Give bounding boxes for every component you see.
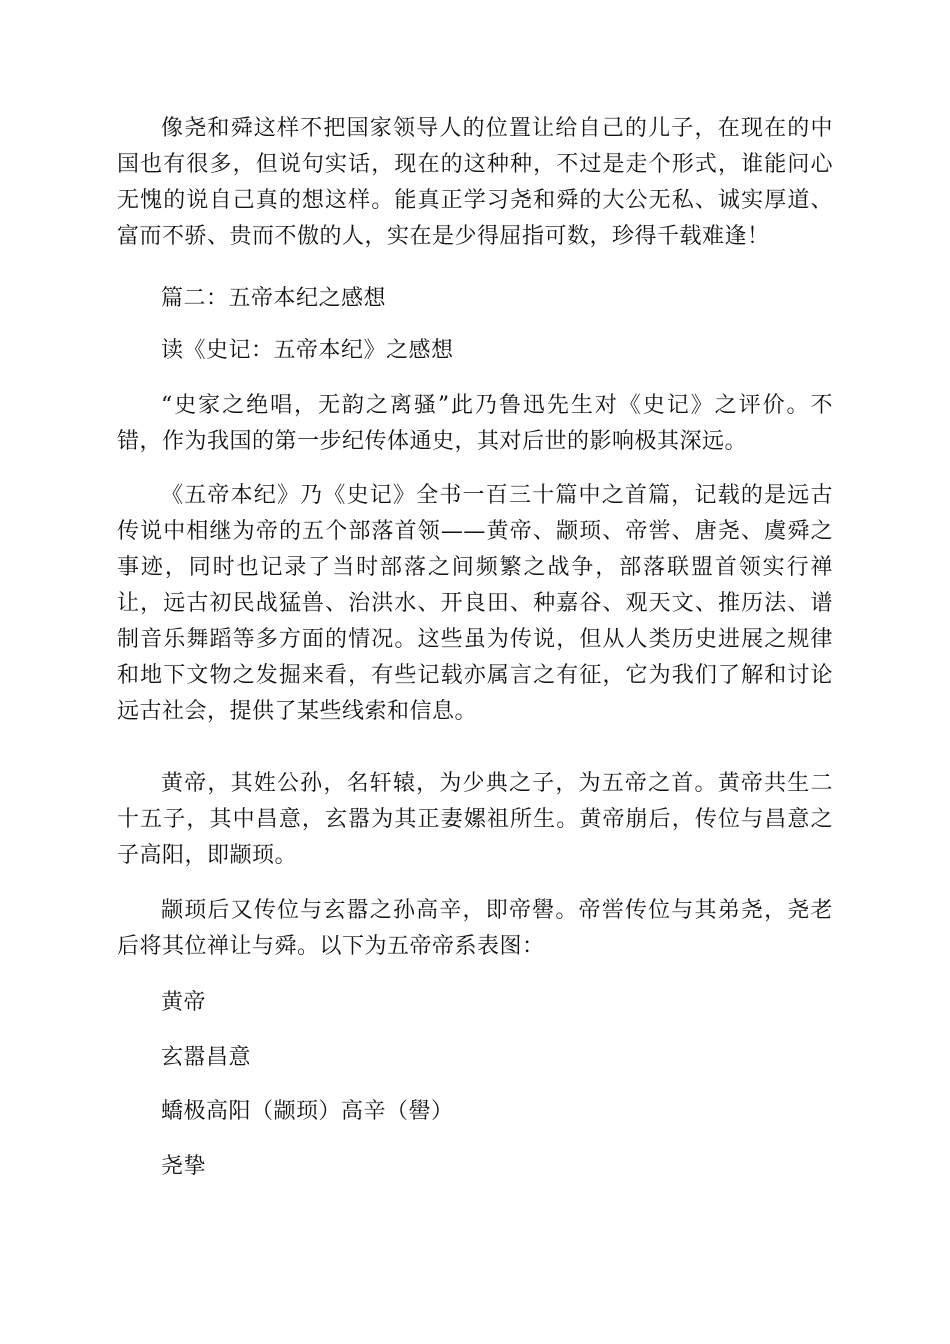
paragraph-huangdi: 黄帝，其姓公孙，名轩辕，为少典之子，为五帝之首。黄帝共生二十五子，其中昌意，玄嚣为其正妻嫘祖所生。黄帝崩后，传位与昌意之子高阳，即颛顼。 [117, 771, 833, 868]
essay-subtitle: 读《史记：五帝本纪》之感想 [161, 338, 454, 363]
paragraph-wudi-benji-intro: 《五帝本纪》乃《史记》全书一百三十篇中之首篇，记载的是远古传说中相继为帝的五个部落首领——黄帝、颛顼、帝喾、唐尧、虞舜之事迹，同时也记录了当时部落之间频繁之战争，部落联盟首领实行禅让，远古初民战猛兽、治洪水、开良田、种嘉谷、观天文、推历法、谱制音乐舞蹈等多方面的情况。这些虽为传说，但从人类历史进展之规律和地下文物之发掘来看，有些记载亦属言之有征，它为我们了解和讨论远古社会，提供了某些线索和信息。 [117, 483, 833, 724]
paragraph-yao-shun-reflection: 像尧和舜这样不把国家领导人的位置让给自己的儿子，在现在的中国也有很多，但说句实话，现在的这种种，不过是走个形式，谁能问心无愧的说自己真的想这样。能真正学习尧和舜的大公无私、诚实厚道、富而不骄、贵而不傲的人，实在是少得屈指可数，珍得千载难逢！ [117, 116, 833, 249]
section-heading: 篇二：五帝本纪之感想 [161, 286, 387, 311]
genealogy-row-3: 蟜极高阳（颛顼）高辛（嚳） [161, 1099, 454, 1124]
paragraph-zhuanxu-succession: 颛顼后又传位与玄嚣之孙高辛，即帝嚳。帝喾传位与其弟尧，尧老后将其位禅让与舜。以下为五帝帝系表图： [117, 898, 833, 959]
paragraph-lu-xun-quote: “史家之绝唱，无韵之离骚”此乃鲁迅先生对《史记》之评价。不错，作为我国的第一步纪传体通史，其对后世的影响极其深远。 [117, 393, 833, 454]
genealogy-row-1: 黄帝 [161, 990, 207, 1015]
genealogy-row-2: 玄嚣昌意 [161, 1045, 252, 1070]
genealogy-row-4: 尧挚 [161, 1154, 207, 1179]
